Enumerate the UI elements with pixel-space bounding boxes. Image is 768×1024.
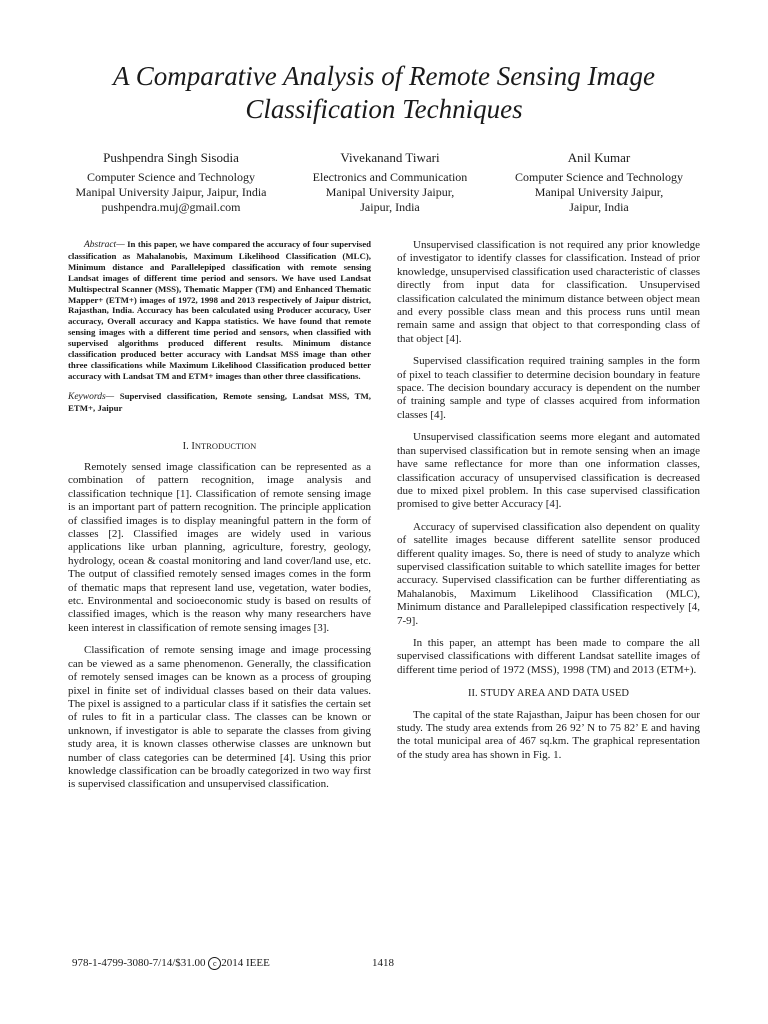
author-email[interactable]: pushpendra.muj@gmail.com [101,200,241,214]
body-paragraph: Unsupervised classification is not required any prior knowledge of investigator to identify classes for classification. Instead of prior knowledge, unsupervised classification used characteristic of classes directly from input data for classification. Unsupervised classification calculated the minimum distance between object mean and every possible class mean and this process runs until mean remain same and assign that object to that corresponding class of that object [4]. [397,239,700,345]
section-heading-introduction [68,440,371,453]
author-block-1 [60,150,282,215]
keywords [68,391,371,414]
left-column [68,239,371,801]
abstract-text: In this paper, we have compared the accuracy of four supervised classification as Mahalanobis, Maximum Likelihood Classification (MLC), Minimum distance and Parallelepiped classification with remote sensing Landsat images of different time period and sensors. We have used Landsat Multispectral Scanner (MSS), Thematic Mapper (TM) and Enhanced Thematic Mapper+ (ETM+) images of 1972, 1998 and 2013 respectively of Jaipur district, Rajasthan, India. Accuracy has been calculated using Producer accuracy, User accuracy, Overall accuracy and Kappa statistics. We have found that remote sensing images with a different time period and sensors, when classified with supervised algorithms produced different results. Minimum distance classification produced better accuracy with Landsat MSS image than other three classifications while Maximum Likelihood Classification produced better accuracy with Landsat TM and ETM+ images than other three classifications. [68,239,371,381]
right-column [397,239,700,771]
footer-year-org: 2014 IEEE [221,957,270,969]
abstract-label: Abstract— [84,240,125,250]
author-name: Anil Kumar [567,150,631,165]
footer-isbn: 978-1-4799-3080-7/14/$31.00 [72,957,209,969]
body-paragraph: Remotely sensed image classification can be represented as a combination of pattern recognition, image analysis and classification technique [1]. Classification of remote sensing image is an important part of pattern recognition. The principle application of classified images is to display meaningful pattern in the form of classes [2]. Classified images are widely used in various applications like urban planning, agriculture, forestry, geology, hydrology, ocean & coastal monitoring and land cover/land use, etc. The output of classified remotely sensed images comes in the form of thematic maps that represent land use, vegetation, water bodies, etc. Environmental and socioeconomic study is based on results of classified images, which is the reason why many researchers have keen interest in classification of remote sensing images [3]. [68,461,371,634]
author-affiliation-line: Computer Science and Technology [515,170,683,184]
author-affiliation-line: Manipal University Jaipur, [534,185,664,199]
section-heading-study-area: II. STUDY AREA AND DATA USED [468,688,629,700]
body-paragraph: Supervised classification required training samples in the form of pixel to teach classifier to determine decision boundary in feature space. The decision boundary accuracy is dependent on the number of training sample and type of classes acquired from information classes [4]. [397,355,700,421]
keywords-label: Keywords— [68,391,115,402]
author-block-2 [292,150,488,215]
author-affiliation-line: Jaipur, India [569,200,629,214]
abstract [68,239,371,382]
section-title-rest: NTRODUCTION [194,440,257,451]
section-number: I. [182,440,189,452]
author-name: Vivekanand Tiwari [340,150,440,165]
body-paragraph: In this paper, an attempt has been made to compare the all supervised classifications with different Landsat satellite images of different time period of 1972 (MSS), 1998 (TM) and 2013 (ETM+). [397,636,700,676]
body-paragraph: Accuracy of supervised classification also dependent on quality of satellite images because different satellite sensor produced different quality images. So, there is need of study to analyze which supervised classification suitable to which satellite images for better accuracy. Supervised classification can be further differentiating as Mahalanobis, Maximum Likelihood Classification (MLC), Minimum distance and Parallelepiped classification respectively [4, 7-9]. [397,520,700,627]
body-paragraph: Unsupervised classification seems more elegant and automated than supervised classification but in remote sensing when an image have same reflectance for more than one information classes, classification accuracy of unsupervised classification is decreased due to mixed pixel problem. In this case supervised classification promised to give better Accuracy [4]. [397,431,700,511]
body-paragraph: Classification of remote sensing image and image processing can be viewed as a same phenomenon. Generally, the classification of remotely sensed images can be known as a process of grouping pixel in finite set of individual classes based on their data values. The pixel is assigned to a particular class if it satisfies the certain set of rules to fit in a particular class. The classes can be known or unknown, if investigator is able to separate the classes from giving study area, it is known classes otherwise classes are unknown but number of class categories can be determined [4]. Using this prior knowledge classification can be broadly categorized in two way first is supervised classification and unsupervised classification. [68,644,371,791]
footer-copyright [72,957,270,970]
body-paragraph: The capital of the state Rajasthan, Jaipur has been chosen for our study. The study area extends from 26 92’ N to 75 82’ E and having the total municipal area of 467 sq.km. The graphical representation of the study area has shown in Fig. 1. [397,708,700,761]
keywords-text: Supervised classification, Remote sensing, Landsat MSS, TM, ETM+, Jaipur [68,390,371,413]
author-affiliation-line: Electronics and Communication [312,170,468,184]
paper-title: A Comparative Analysis of Remote Sensing Image Classification Techniques [113,61,655,124]
author-affiliation-line: Manipal University Jaipur, Jaipur, India [75,185,267,199]
section-title-initial: I [191,440,195,452]
copyright-icon: c [208,957,221,970]
author-block-3 [496,150,702,215]
author-name: Pushpendra Singh Sisodia [103,150,239,165]
author-affiliation-line: Computer Science and Technology [87,170,255,184]
author-affiliation-line: Jaipur, India [360,200,420,214]
author-affiliation-line: Manipal University Jaipur, [325,185,455,199]
page-number: 1418 [372,957,394,969]
